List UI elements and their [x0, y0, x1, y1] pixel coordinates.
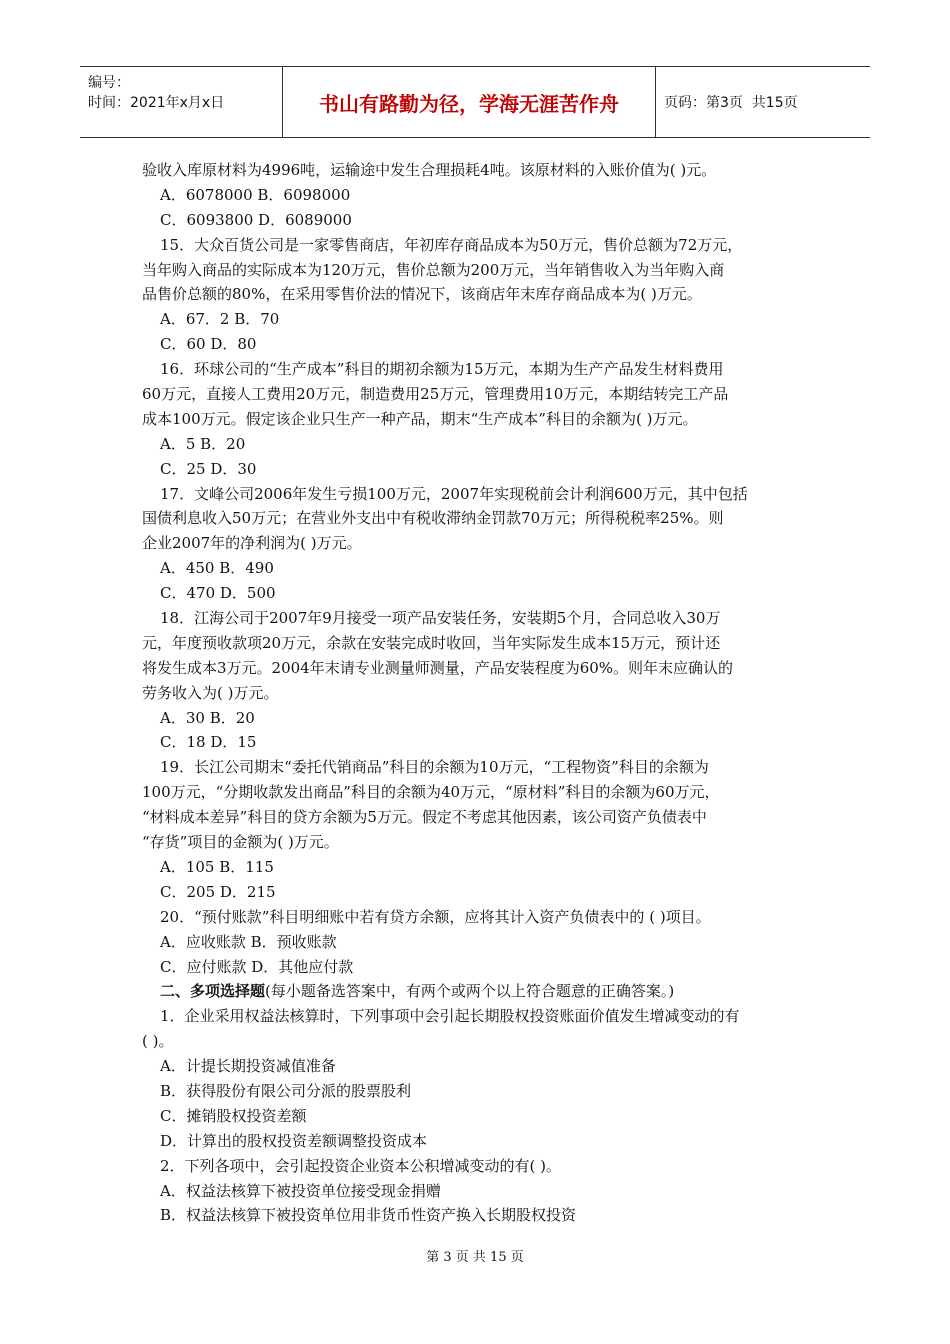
text-line: “材料成本差异”科目的贷方余额为5万元。假定不考虑其他因素，该公司资产负债表中 [142, 808, 707, 827]
header-motto: 书山有路勤为径，学海无涯苦作舟 [283, 67, 656, 137]
text-line: ( )。 [142, 1032, 174, 1051]
text-line: 将发生成本3万元。2004年末请专业测量师测量，产品安装程度为60%。则年末应确认的 [142, 658, 734, 677]
page-footer: 第 3 页 共 15 页 [426, 1250, 524, 1265]
text-line: 15．大众百货公司是一家零售商店，年初库存商品成本为50万元，售价总额为72万元， [160, 235, 743, 254]
document-body [142, 158, 814, 1228]
header-page-info [656, 67, 870, 137]
text-line: 16．环球公司的“生产成本”科目的期初余额为15万元，本期为生产产品发生材料费用 [160, 360, 724, 379]
text-line: A．450 B．490 [160, 559, 274, 578]
text-line: “存货”项目的金额为( )万元。 [142, 833, 339, 852]
text-line: A．5 B．20 [160, 434, 246, 453]
text-line: D．计算出的股权投资差额调整投资成本 [160, 1131, 428, 1150]
text-line: 100万元，“分期收款发出商品”科目的余额为40万元，“原材料”科目的余额为60万元， [142, 783, 720, 802]
text-line: 20．“预付账款”科目明细账中若有贷方余额，应将其计入资产负债表中的 ( )项目。 [160, 907, 711, 926]
header-meta [80, 67, 283, 137]
text-line: A．计提长期投资减值准备 [160, 1057, 336, 1076]
text-line: A．67．2 B．70 [160, 310, 280, 329]
time-label: 时间：2021年x月x日 [88, 95, 225, 111]
section-heading: 二、多项选择题 [160, 982, 266, 1001]
text-line: C．6093800 D．6089000 [160, 210, 352, 229]
text-line: A．30 B．20 [160, 708, 255, 727]
number-label: 编号： [88, 75, 130, 91]
section-heading-note: (每小题备选答案中，有两个或两个以上符合题意的正确答案。) [265, 982, 675, 1001]
text-line: 企业2007年的净利润为( )万元。 [142, 534, 362, 553]
text-line: 17．文峰公司2006年发生亏损100万元，2007年实现税前会计利润600万元，其中包括 [160, 484, 748, 503]
text-line: 60万元，直接人工费用20万元，制造费用25万元，管理费用10万元，本期结转完工产品 [142, 385, 729, 404]
text-line: C．60 D．80 [160, 335, 257, 354]
text-line: 当年购入商品的实际成本为120万元，售价总额为200万元，当年销售收入为当年购入商 [142, 260, 725, 279]
page-header [80, 66, 870, 138]
text-line: C．25 D．30 [160, 459, 257, 478]
text-line: 劳务收入为( )万元。 [142, 683, 279, 702]
text-line: B．获得股份有限公司分派的股票股利 [160, 1081, 412, 1100]
text-line: C．205 D．215 [160, 882, 276, 901]
text-line: C．摊销股权投资差额 [160, 1106, 307, 1125]
text-line: A．权益法核算下被投资单位接受现金捐赠 [160, 1181, 441, 1200]
text-line: 验收入库原材料为4996吨，运输途中发生合理损耗4吨。该原材料的入账价值为( )元。 [142, 161, 717, 179]
text-line: 1．企业采用权益法核算时，下列事项中会引起长期股权投资账面价值发生增减变动的有 [160, 1007, 740, 1026]
text-line: C．18 D．15 [160, 733, 257, 752]
text-line: A．应收账款 B．预收账款 [160, 932, 337, 951]
page-label: 页码：第3页 共15页 [664, 95, 798, 111]
text-line: C．应付账款 D．其他应付款 [160, 957, 354, 976]
text-line: 国债利息收入50万元；在营业外支出中有税收滞纳金罚款70万元；所得税税率25%。则 [142, 509, 724, 528]
text-line: A．105 B．115 [160, 857, 274, 876]
text-line: 品售价总额的80%，在采用零售价法的情况下，该商店年末库存商品成本为( )万元。 [142, 285, 702, 304]
text-line [142, 979, 814, 1004]
text-line: B．权益法核算下被投资单位用非货币性资产换入长期股权投资 [160, 1206, 577, 1225]
text-line: 19．长江公司期末“委托代销商品”科目的余额为10万元，“工程物资”科目的余额为 [160, 758, 709, 777]
text-line: 18．江海公司于2007年9月接受一项产品安装任务，安装期5个月，合同总收入30万 [160, 609, 721, 628]
text-line: 成本100万元。假定该企业只生产一种产品，期末“生产成本”科目的余额为( )万元。 [142, 409, 698, 428]
text-line: C．470 D．500 [160, 584, 276, 603]
text-line: 2．下列各项中，会引起投资企业资本公积增减变动的有( )。 [160, 1156, 562, 1175]
text-line: A．6078000 B．6098000 [160, 185, 351, 204]
text-line: 元，年度预收款项20万元，余款在安装完成时收回，当年实际发生成本15万元，预计还 [142, 633, 721, 652]
